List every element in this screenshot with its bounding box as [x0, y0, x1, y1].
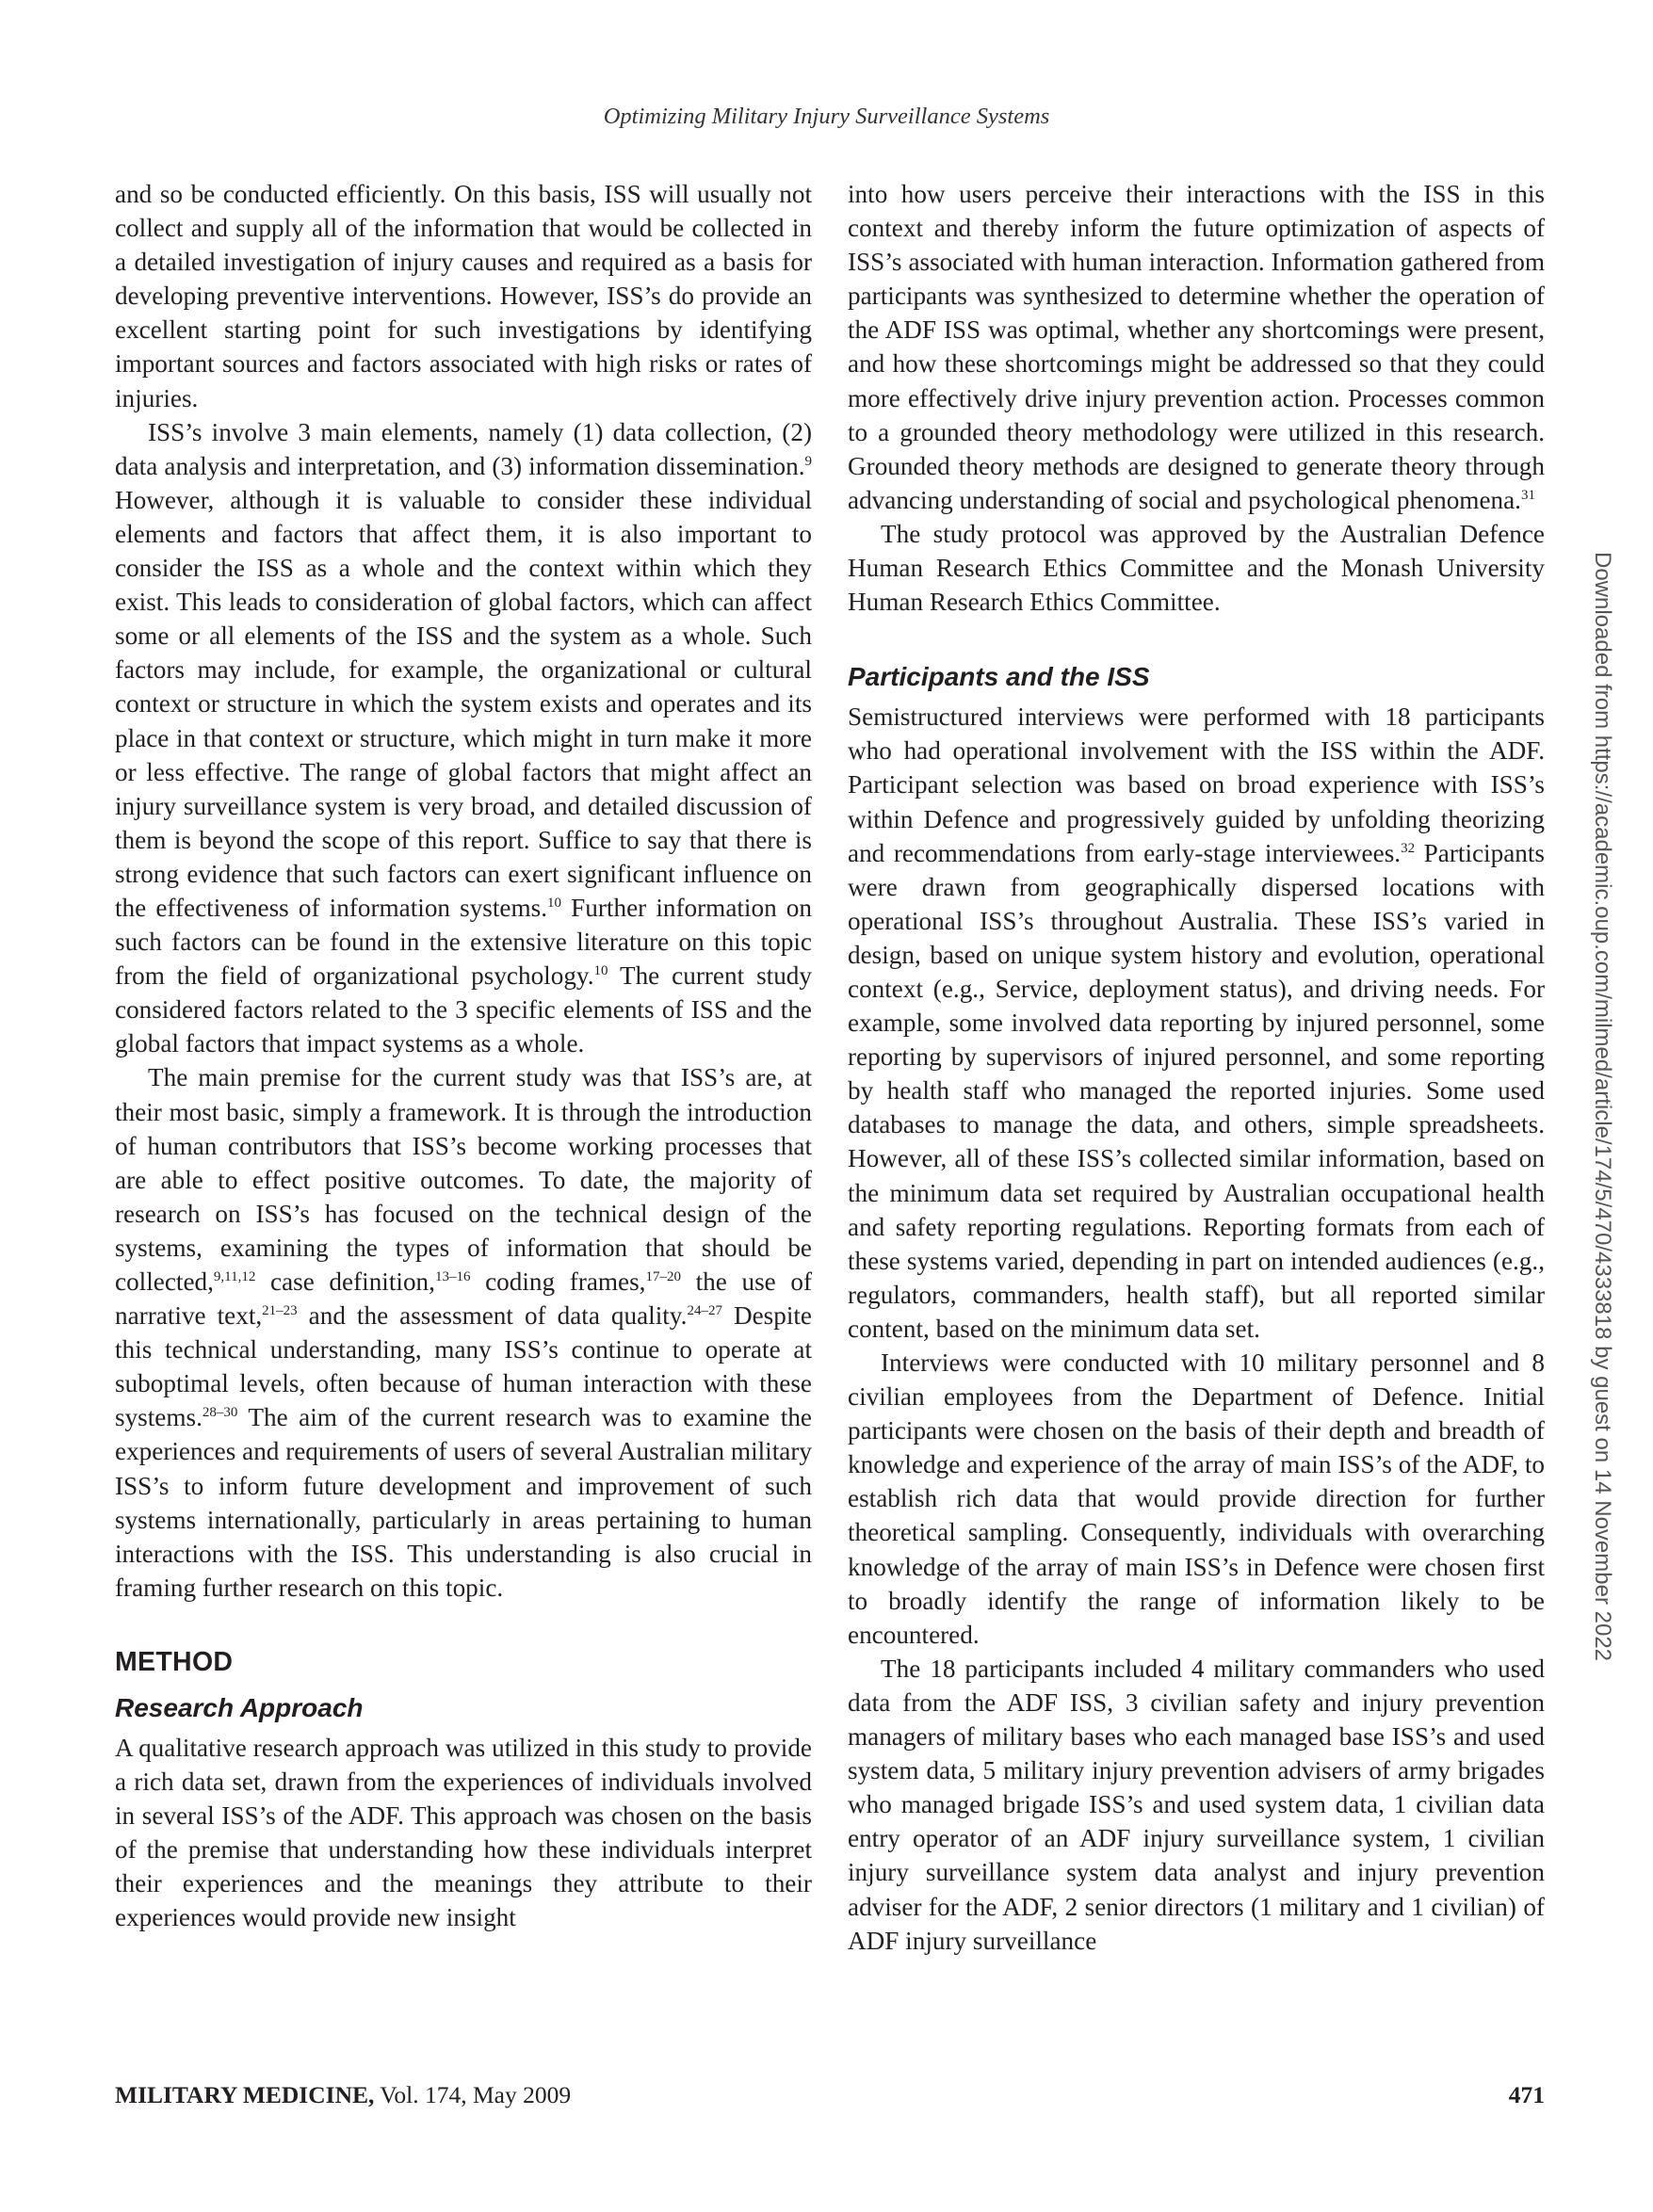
research-approach-heading: Research Approach — [115, 1692, 364, 1722]
paragraph: and so be conducted efficiently. On this basis, ISS will usually not collect and supply all of the information that would be collected in a detailed investigation of injury causes and required as a basis for developing preventive interventions. However, ISS’s do provide an excellent starting point for such investigations by identifying important sources and factors associated with high risks or rates of injuries. — [115, 180, 812, 412]
paragraph: ISS’s involve 3 main elements, namely (1) data collection, (2) data analysis and interpretation, and (3) information dissemination.$^9$ However, although it is valuable to consider these individual elements and factors that affect them, it is also important to consider the ISS as a whole and the context within which they exist. This leads to consideration of global factors, which can affect some or all elements of the ISS and the system as a whole. Such factors may include, for example, the organizational or cultural context or structure in which the system exists and operates and its place in that context or structure, which might in turn make it more or less effective. The range of global factors that might affect an injury surveillance system is very broad, and detailed discussion of them is beyond the scope of this report. Suffice to say that there is strong evidence that such factors can exert significant influence on the effectiveness of information systems.$^{10}$ Further information on such factors can be found in the extensive literature on this topic from the field of organizational psychology.$^{10}$ The current study considered factors related to the 3 specific elements of ISS and the global factors that impact systems as a whole. — [115, 417, 812, 1058]
citation: 32 — [1401, 840, 1416, 856]
right-column — [848, 177, 1545, 1958]
paragraph: The 18 participants included 4 military commanders who used data from the ADF ISS, 3 civilian safety and injury prevention managers of military bases who each managed base ISS’s and used system data, 5 military injury prevention advisers of army brigades who managed brigade ISS’s and used system data, 1 civilian data entry operator of an ADF injury surveillance system, 1 civilian injury surveillance system data analyst and injury prevention adviser for the ADF, 2 senior directors (1 military and 1 civilian) of ADF injury surveillance — [848, 1654, 1545, 1955]
paragraph: Interviews were conducted with 10 military personnel and 8 civilian employees from the Department of Defence. Initial participants were chosen on the basis of their depth and breadth of knowledge and experience of the array of main ISS’s of the ADF, to establish rich data that would provide direction for further theoretical sampling. Consequently, individuals with overarching knowledge of the array of main ISS’s in Defence were chosen first to broadly identify the range of information likely to be encountered. — [848, 1348, 1545, 1649]
citation: 21–23 — [262, 1303, 298, 1319]
paragraph: Semistructured interviews were performed with 18 participants who had operational involvement with the ISS within the ADF. Participant selection was based on broad experience with ISS’s within Defence and progressively guided by unfolding theorizing and recommendations from early-stage interviewees.$^{32}$ Participants were drawn from geographically dispersed locations with operational ISS’s throughout Australia. These ISS’s varied in design, based on unique system history and evolution, operational context (e.g., Service, deployment status), and driving needs. For example, some involved data reporting by injured personnel, some reporting by supervisors of injured personnel, and some reporting by health staff who managed the reported injuries. Some used databases to manage the data, and others, simple spreadsheets. However, all of these ISS’s collected similar information, based on the minimum data set required by Australian occupational health and safety reporting regulations. Reporting formats from each of these systems varied, depending in part on intended audiences (e.g., regulators, commanders, health staff), but all reported similar content, based on the minimum data set. — [848, 702, 1546, 1343]
citation: 9 — [804, 453, 812, 469]
download-watermark: Downloaded from https://academic.oup.com/milmed/article/174/5/470/4333818 by guest on 14 November 2022 — [1590, 551, 1615, 1662]
page-number: 471 — [1508, 2081, 1545, 2108]
citation: 10 — [547, 895, 562, 911]
citation: 9,11,12 — [213, 1269, 256, 1284]
citation: 13–16 — [434, 1269, 471, 1284]
citation: 31 — [1520, 487, 1535, 503]
citation: 10 — [593, 963, 608, 979]
participants-heading: Participants and the ISS — [848, 662, 1150, 692]
journal-name: MILITARY MEDICINE, — [115, 2081, 375, 2108]
left-column — [115, 177, 812, 1935]
citation: 17–20 — [645, 1269, 681, 1284]
paragraph: A qualitative research approach was utilized in this study to provide a rich data set, drawn from the experiences of individuals involved in several ISS’s of the ADF. This approach was chosen on the basis of the premise that understanding how these individuals interpret their experiences and the meanings they attribute to their experiences would provide new insight — [115, 1733, 812, 1932]
journal-volume: Vol. 174, May 2009 — [374, 2081, 572, 2108]
citation: 28–30 — [202, 1405, 238, 1421]
paragraph: into how users perceive their interactions with the ISS in this context and thereby inform the future optimization of aspects of ISS’s associated with human interaction. Information gathered from participants was synthesized to determine whether the operation of the ADF ISS was optimal, whether any shortcomings were present, and how these shortcomings might be addressed so that they could more effectively drive injury prevention action. Processes common to a grounded theory methodology were utilized in this research. Grounded theory methods are designed to generate theory through advancing understanding of social and psychological phenomena.$^{31}$ — [848, 180, 1545, 514]
paragraph: The study protocol was approved by the Australian Defence Human Research Ethics Committee and the Monash University Human Research Ethics Committee. — [848, 519, 1545, 617]
method-heading: METHOD — [115, 1646, 234, 1677]
journal-citation — [115, 2081, 571, 2109]
running-head: Optimizing Military Injury Surveillance Systems — [603, 104, 1050, 129]
citation: 24–27 — [687, 1303, 722, 1319]
paragraph: The main premise for the current study was that ISS’s are, at their most basic, simply a framework. It is through the introduction of human contributors that ISS’s become working processes that are able to effect positive outcomes. To date, the majority of research on ISS’s has focused on the technical design of the systems, examining the types of information that should be collected,$^{9,11,12}$ case definition,$^{13-16}$ coding frames,$^{17-20}$ the use of narrative text,$^{21-23}$ and the assessment of data quality.$^{24-27}$ Despite this technical understanding, many ISS’s continue to operate at suboptimal levels, often because of human interaction with these systems.$^{28-30}$ The aim of the current research was to examine the experiences and requirements of users of several Australian military ISS’s to inform future development and improvement of such systems internationally, particularly in areas pertaining to human interactions with the ISS. This understanding is also crucial in framing further research on this topic. — [115, 1063, 812, 1602]
